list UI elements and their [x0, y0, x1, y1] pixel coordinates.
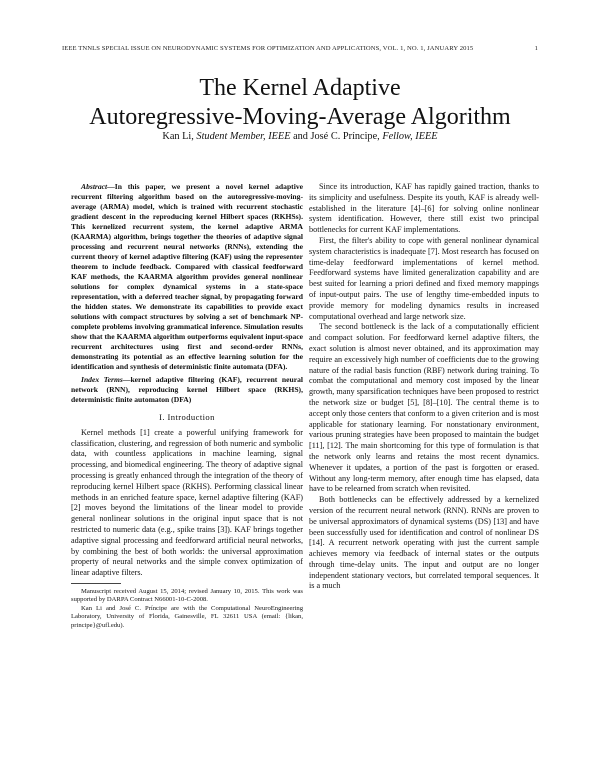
running-head-text: IEEE TNNLS SPECIAL ISSUE ON NEURODYNAMIC SYSTEMS FOR OPTIMIZATION AND APPLICATIONS, VOL. 1, NO. 1, JANUARY 2015 — [62, 45, 474, 52]
intro-paragraph-1: Kernel methods [1] create a powerful unifying framework for classification, clustering, and regression of both numeric and symbolic data, with countless applications in machine learning, signal processing, and biomedical engineering. The theory of adaptive signal processing is greatly enhanced through the integration of the theory of reproducing kernel Hilbert space (RKHS). Performing classical linear methods in an enriched feature space, kernel adaptive filtering (KAF) [2] moves beyond the limitations of the linear model to provide general nonlinear solutions in the original input space that is not restricted to numeric data (e.g., spike trains [3]). KAF brings together adaptive signal processing and feedforward artificial neural networks, by combining the best of both worlds: the universal approximation property of neural networks and the simple convex optimization of linear adaptive filters. — [71, 427, 303, 578]
abstract-text: —In this paper, we present a novel kernel adaptive recurrent filtering algorithm based on the autoregressive-moving-average (ARMA) model, which is trained with recurrent stochastic gradient descent in the reproducing kernel Hilbert spaces (RKHSs). This kernelized recurrent system, the kernel adaptive ARMA (KAARMA) algorithm, brings together the theories of adaptive signal processing and recurrent neural networks (RNNs), extending the current theory of kernel adaptive filtering (KAF) using the representer theorem to include feedback. Compared with classical feedforward KAF methods, the KAARMA algorithm provides general nonlinear solutions for complex dynamical systems in a state-space representation, with a deferred teacher signal, by propagating forward the hidden states. We demonstrate its capabilities to provide exact solutions with compact structures by solving a set of benchmark NP-complete problems involving grammatical inference. Simulation results show that the KAARMA algorithm outperforms equivalent input-space recurrent architectures using first and second-order RNNs, demonstrating its potential as an effective learning solution for the identification and synthesis of deterministic finite automata (DFA). — [71, 182, 303, 371]
right-paragraph-3: The second bottleneck is the lack of a computationally efficient and compact solution. For feedforward kernel adaptive filters, the exact solution is almost never obtained, and its approximation may require an excessively high number of coefficients due to the growing nature of the radial basis function (RBF) network during training. To combat the computational and memory cost imposed by the linear growth, many sparsification techniques have been proposed to restrict the network size or budget [5], [8]–[10]. The central theme is to accept only those centers that conform to a given criterion and is most applicable for stationary learning. For nonstationary environment, various pruning strategies have been proposed to maintain the budget [11], [12]. The main shortcoming for this type of formulation is that the network only learns and retains the most recent dynamics. Whenever it updates, a portion of the past is forgotten or erased. Without any long-term memory, after enough time has elapsed, data have to be relearned from scratch when revisited. — [309, 322, 539, 494]
author-2-name: and José C. Príncipe, — [290, 131, 383, 142]
index-terms-text: —kernel adaptive filtering (KAF), recurrent neural network (RNN), reproducing kernel Hilbert space (RKHS), deterministic finite automaton (DFA) — [71, 375, 303, 404]
title-line-2: Autoregressive-Moving-Average Algorithm — [89, 104, 511, 130]
running-header — [62, 45, 538, 52]
abstract-lead: Abstract — [81, 182, 108, 191]
page-number: 1 — [534, 45, 538, 52]
title-line-1: The Kernel Adaptive — [199, 75, 401, 101]
author-1-name: Kan Li, — [162, 131, 197, 142]
right-paragraph-4: Both bottlenecks can be effectively addressed by a kernelized version of the recurrent neural network (RNN). RNNs are proven to be universal approximators of dynamical systems (DS) [13] and have been successfully used for identification and control of nonlinear DS [14]. A recurrent network operating with just the current sample achieves memory via feedback of internal states or the outputs through time-delay units. The input and output are no longer independent stationary vectors, but correlated temporal sequences. It is a much — [309, 495, 539, 591]
author-2-role: Fellow, IEEE — [382, 131, 438, 142]
author-1-role: Student Member, IEEE — [196, 131, 291, 142]
section-heading-introduction: I. Introduction — [159, 412, 215, 422]
right-paragraph-1: Since its introduction, KAF has rapidly gained traction, thanks to its simplicity and usefulness. Despite its youth, KAF is already well-established in the literature [4]–[6] for solving online nonlinear system identification. However, there still exist two principal bottlenecks for current KAF implementations. — [309, 182, 539, 235]
right-column — [309, 182, 539, 592]
footnote-affiliation: Kan Li and José C. Príncipe are with the Computational NeuroEngineering Laboratory, University of Florida, Gainesville, FL 32611 USA (email: {likan, principe}@ufl.edu). — [71, 604, 303, 629]
paper-title — [40, 74, 560, 132]
index-terms-lead: Index Terms — [81, 375, 123, 384]
left-column — [71, 182, 303, 630]
author-line — [40, 131, 560, 142]
index-terms — [71, 375, 303, 405]
right-paragraph-2: First, the filter's ability to cope with general nonlinear dynamical system characteristics is inadequate [7]. Most research has focused on time-delay feedforward implementations of kernel method. Feedforward systems have limited generalization capability and are best suited for learning a priori defined and fixed memory mappings of input-output pairs. The use of lengthy time-embedded inputs to provide memory for modeling dynamics results in increased computational overhead and large network size. — [309, 235, 539, 321]
footnote-manuscript: Manuscript received August 15, 2014; revised January 10, 2015. This work was supported by DARPA Contract N66001-10-C-2008. — [71, 587, 303, 604]
abstract — [71, 182, 303, 372]
